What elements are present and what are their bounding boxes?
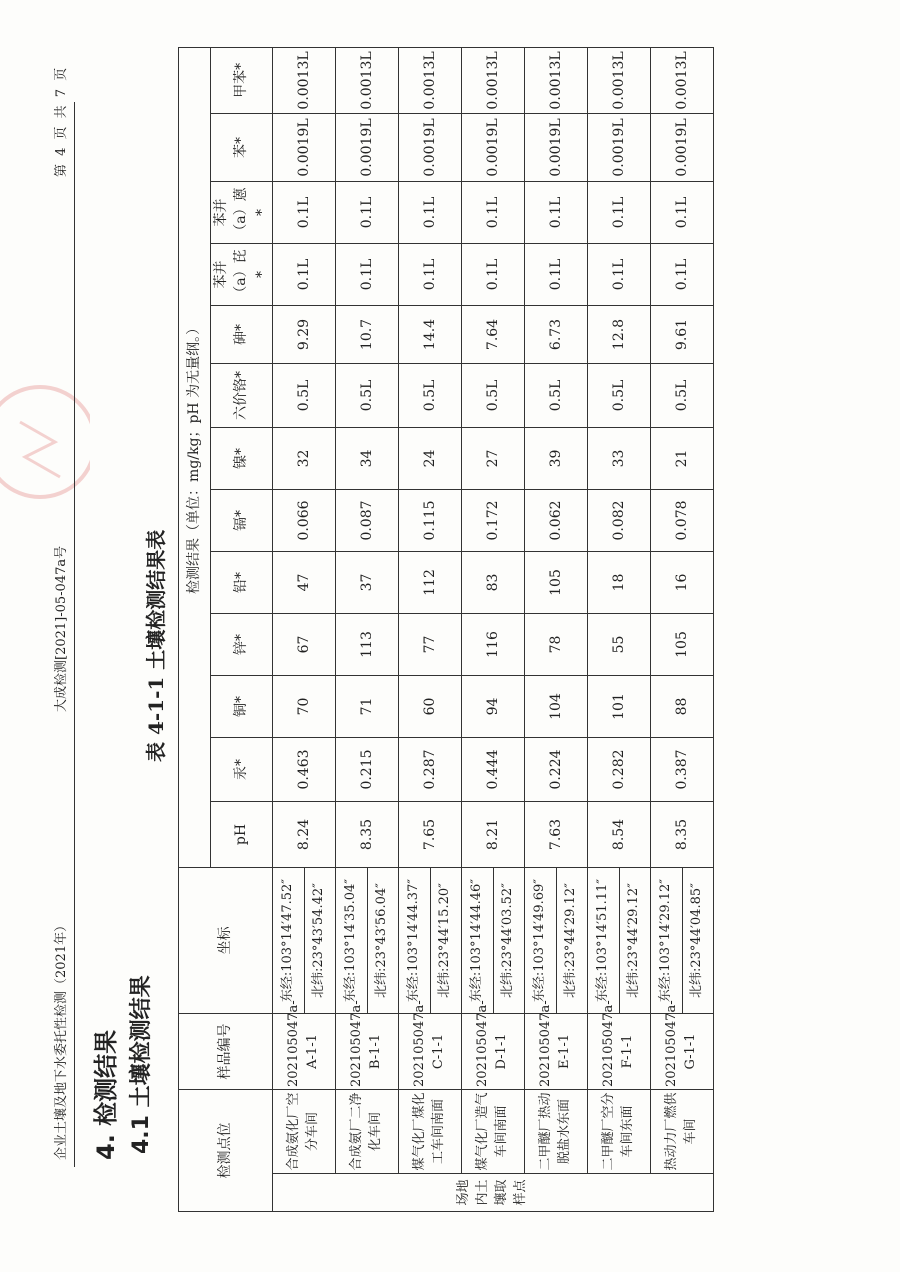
latitude-cell: 北纬:23°44′29.12″ <box>556 868 587 1014</box>
header-project-title: 企业土壤及地下水委托性检测（2021年） <box>54 918 69 1160</box>
header-param: 砷* <box>211 306 273 364</box>
value-cell: 71 <box>335 676 398 738</box>
value-cell: 0.444 <box>461 738 524 802</box>
value-cell: 47 <box>272 552 335 614</box>
red-seal-stamp <box>0 382 90 502</box>
value-cell: 9.61 <box>650 306 713 364</box>
soil-results-table <box>178 47 714 1212</box>
value-cell: 0.0013L <box>524 47 587 113</box>
value-cell: 12.8 <box>587 306 650 364</box>
value-cell: 0.5L <box>272 364 335 428</box>
value-cell: 21 <box>650 428 713 490</box>
header-param: 锌* <box>211 614 273 676</box>
value-cell: 70 <box>272 676 335 738</box>
value-cell: 33 <box>587 428 650 490</box>
value-cell: 0.1L <box>461 244 524 306</box>
value-cell: 0.1L <box>650 244 713 306</box>
value-cell: 18 <box>587 552 650 614</box>
header-param: pH <box>211 802 273 868</box>
value-cell: 0.078 <box>650 490 713 552</box>
value-cell: 0.087 <box>335 490 398 552</box>
table-row <box>461 47 493 1211</box>
value-cell: 0.5L <box>398 364 461 428</box>
value-cell: 0.1L <box>335 182 398 244</box>
table-row <box>587 47 619 1211</box>
location-cell: 合成氨厂二净化车间 <box>335 1090 398 1174</box>
value-cell: 0.0013L <box>461 47 524 113</box>
value-cell: 39 <box>524 428 587 490</box>
table-row <box>650 47 682 1211</box>
value-cell: 0.1L <box>587 182 650 244</box>
header-param: 苯并（a）芘* <box>211 244 273 306</box>
value-cell: 0.066 <box>272 490 335 552</box>
latitude-cell: 北纬:23°43′54.42″ <box>304 868 335 1014</box>
value-cell: 0.1L <box>650 182 713 244</box>
value-cell: 83 <box>461 552 524 614</box>
value-cell: 0.0013L <box>587 47 650 113</box>
header-param: 苯并（a）蒽* <box>211 182 273 244</box>
value-cell: 0.1L <box>587 244 650 306</box>
location-cell: 合成氨化厂空分车间 <box>272 1090 335 1174</box>
sample-id-cell: 202105047a-G-1-1 <box>650 1014 713 1090</box>
value-cell: 0.1L <box>461 182 524 244</box>
value-cell: 7.65 <box>398 802 461 868</box>
value-cell: 0.0019L <box>650 114 713 182</box>
latitude-cell: 北纬:23°44′04.85″ <box>682 868 713 1014</box>
value-cell: 0.5L <box>650 364 713 428</box>
location-cell: 二甲醚厂热动脱盐水东面 <box>524 1090 587 1174</box>
location-cell: 煤气化厂造气车间南面 <box>461 1090 524 1174</box>
longitude-cell: 东经:103°14′44.37″ <box>398 868 430 1014</box>
longitude-cell: 东经:103°14′29.12″ <box>650 868 682 1014</box>
value-cell: 27 <box>461 428 524 490</box>
value-cell: 34 <box>335 428 398 490</box>
header-coordinates: 坐标 <box>179 868 273 1014</box>
value-cell: 113 <box>335 614 398 676</box>
value-cell: 0.5L <box>587 364 650 428</box>
longitude-cell: 东经:103°14′51.11″ <box>587 868 619 1014</box>
value-cell: 60 <box>398 676 461 738</box>
header-param: 六价铬* <box>211 364 273 428</box>
value-cell: 8.35 <box>335 802 398 868</box>
value-cell: 0.0019L <box>398 114 461 182</box>
value-cell: 0.282 <box>587 738 650 802</box>
header-divider <box>74 102 75 1167</box>
value-cell: 6.73 <box>524 306 587 364</box>
value-cell: 0.0013L <box>272 47 335 113</box>
value-cell: 0.062 <box>524 490 587 552</box>
value-cell: 9.29 <box>272 306 335 364</box>
latitude-cell: 北纬:23°44′29.12″ <box>619 868 650 1014</box>
value-cell: 0.0019L <box>335 114 398 182</box>
value-cell: 0.172 <box>461 490 524 552</box>
table-row <box>335 47 367 1211</box>
value-cell: 0.5L <box>524 364 587 428</box>
value-cell: 116 <box>461 614 524 676</box>
value-cell: 78 <box>524 614 587 676</box>
value-cell: 8.54 <box>587 802 650 868</box>
value-cell: 0.0013L <box>650 47 713 113</box>
area-label: 场地内土壤取样点 <box>272 1174 713 1212</box>
value-cell: 0.0019L <box>524 114 587 182</box>
header-page-number: 第 4 页 共 7 页 <box>54 65 69 177</box>
value-cell: 77 <box>398 614 461 676</box>
value-cell: 10.7 <box>335 306 398 364</box>
value-cell: 0.115 <box>398 490 461 552</box>
longitude-cell: 东经:103°14′44.46″ <box>461 868 493 1014</box>
sample-id-cell: 202105047a-B-1-1 <box>335 1014 398 1090</box>
location-cell: 热动力厂燃供车间 <box>650 1090 713 1174</box>
header-param: 铜* <box>211 676 273 738</box>
value-cell: 0.387 <box>650 738 713 802</box>
value-cell: 0.1L <box>398 182 461 244</box>
sample-id-cell: 202105047a-E-1-1 <box>524 1014 587 1090</box>
value-cell: 0.1L <box>272 244 335 306</box>
value-cell: 105 <box>524 552 587 614</box>
value-cell: 37 <box>335 552 398 614</box>
value-cell: 0.0013L <box>335 47 398 113</box>
sample-id-cell: 202105047a-C-1-1 <box>398 1014 461 1090</box>
longitude-cell: 东经:103°14′47.52″ <box>272 868 304 1014</box>
table-row <box>524 47 556 1211</box>
value-cell: 0.1L <box>398 244 461 306</box>
value-cell: 0.215 <box>335 738 398 802</box>
header-location: 检测点位 <box>179 1090 273 1212</box>
value-cell: 0.224 <box>524 738 587 802</box>
value-cell: 8.35 <box>650 802 713 868</box>
value-cell: 0.082 <box>587 490 650 552</box>
results-body <box>272 47 713 1211</box>
longitude-cell: 东经:103°14′35.04″ <box>335 868 367 1014</box>
value-cell: 0.1L <box>335 244 398 306</box>
header-param: 镍* <box>211 428 273 490</box>
value-cell: 24 <box>398 428 461 490</box>
value-cell: 88 <box>650 676 713 738</box>
value-cell: 16 <box>650 552 713 614</box>
location-cell: 二甲醚厂空分车间东面 <box>587 1090 650 1174</box>
value-cell: 0.0019L <box>461 114 524 182</box>
value-cell: 8.24 <box>272 802 335 868</box>
header-param: 汞* <box>211 738 273 802</box>
header-sample-id: 样品编号 <box>179 1014 273 1090</box>
value-cell: 0.0019L <box>587 114 650 182</box>
header-param: 镉* <box>211 490 273 552</box>
value-cell: 0.5L <box>461 364 524 428</box>
header-report-number: 大成检测[2021]-05-047a号 <box>54 545 69 712</box>
header-param: 甲苯* <box>211 47 273 113</box>
value-cell: 0.0019L <box>272 114 335 182</box>
value-cell: 0.0013L <box>398 47 461 113</box>
value-cell: 0.287 <box>398 738 461 802</box>
value-cell: 0.1L <box>524 244 587 306</box>
value-cell: 0.1L <box>524 182 587 244</box>
value-cell: 7.63 <box>524 802 587 868</box>
location-cell: 煤气化厂煤化工车间南面 <box>398 1090 461 1174</box>
value-cell: 112 <box>398 552 461 614</box>
value-cell: 7.64 <box>461 306 524 364</box>
table-caption: 表 4-1-1 土壤检测结果表 <box>144 529 168 762</box>
value-cell: 55 <box>587 614 650 676</box>
value-cell: 94 <box>461 676 524 738</box>
value-cell: 32 <box>272 428 335 490</box>
value-cell: 8.21 <box>461 802 524 868</box>
value-cell: 104 <box>524 676 587 738</box>
latitude-cell: 北纬:23°44′15.20″ <box>430 868 461 1014</box>
section-title: 4. 检测结果 <box>92 1029 120 1160</box>
sample-id-cell: 202105047a-D-1-1 <box>461 1014 524 1090</box>
header-results-group: 检测结果（单位：mg/kg；pH 为无量纲。） <box>179 47 211 867</box>
latitude-cell: 北纬:23°43′56.04″ <box>367 868 398 1014</box>
latitude-cell: 北纬:23°44′03.52″ <box>493 868 524 1014</box>
table-row <box>272 47 304 1211</box>
value-cell: 0.463 <box>272 738 335 802</box>
section-subtitle: 4.1 土壤检测结果 <box>129 975 154 1154</box>
value-cell: 101 <box>587 676 650 738</box>
value-cell: 14.4 <box>398 306 461 364</box>
sample-id-cell: 202105047a-F-1-1 <box>587 1014 650 1090</box>
value-cell: 67 <box>272 614 335 676</box>
value-cell: 105 <box>650 614 713 676</box>
table-row <box>398 47 430 1211</box>
longitude-cell: 东经:103°14′49.69″ <box>524 868 556 1014</box>
header-param: 铅* <box>211 552 273 614</box>
value-cell: 0.1L <box>272 182 335 244</box>
value-cell: 0.5L <box>335 364 398 428</box>
sample-id-cell: 202105047a-A-1-1 <box>272 1014 335 1090</box>
header-param: 苯* <box>211 114 273 182</box>
